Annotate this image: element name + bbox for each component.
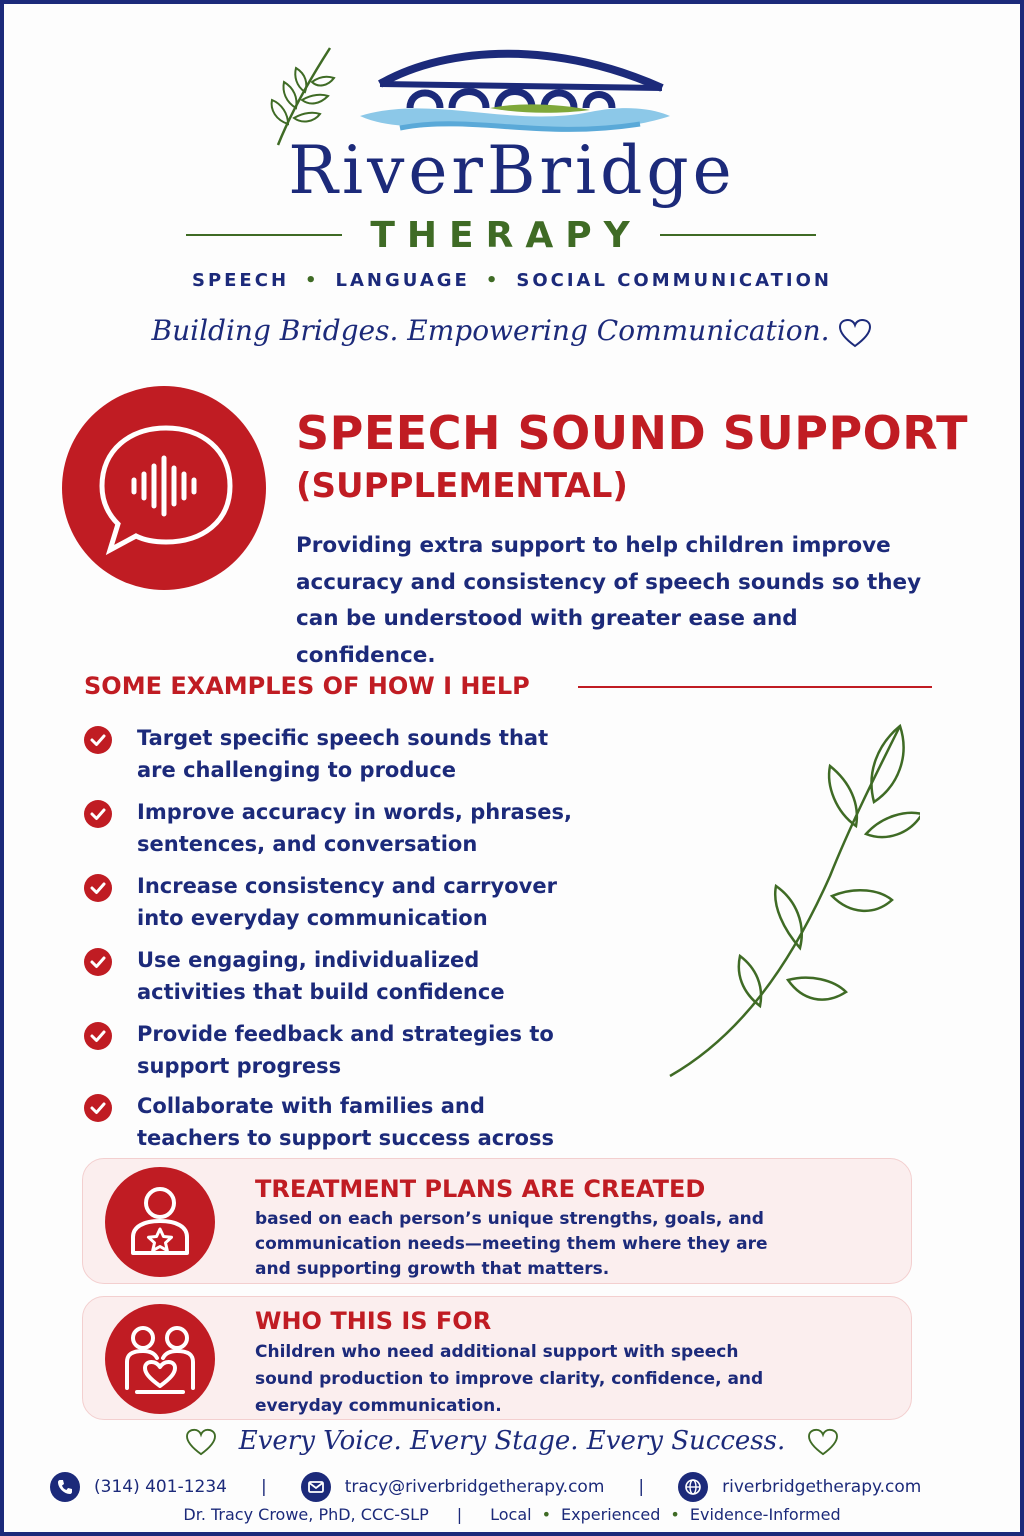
divider-left bbox=[186, 234, 342, 236]
email-icon bbox=[301, 1472, 331, 1502]
olive-branch-icon bbox=[660, 716, 920, 1086]
treatment-plans-card bbox=[82, 1158, 912, 1284]
card-body: Children who need additional support with speech sound production to improve clarity, confidence, and everyday communication. bbox=[255, 1342, 764, 1416]
credentials-line bbox=[0, 1505, 1024, 1524]
card-title: WHO THIS IS FOR bbox=[255, 1307, 492, 1335]
list-item-text: Collaborate with families and teachers to support success across bbox=[137, 1094, 554, 1150]
list-item bbox=[84, 1018, 584, 1082]
service-social: SOCIAL COMMUNICATION bbox=[516, 270, 832, 291]
list-item-text: Target specific speech sounds that are challenging to produce bbox=[137, 726, 549, 782]
separator: | bbox=[260, 1477, 267, 1497]
who-this-is-for-card bbox=[82, 1296, 912, 1420]
tagline-text: Building Bridges. Empowering Communication. bbox=[151, 314, 830, 347]
family-heart-icon bbox=[105, 1304, 215, 1414]
heart-icon bbox=[807, 1428, 839, 1456]
list-item-text: Use engaging, individualized activities that build confidence bbox=[137, 948, 505, 1004]
service-subtitle: (SUPPLEMENTAL) bbox=[296, 466, 628, 506]
speech-bubble-soundwave-icon bbox=[62, 386, 266, 590]
check-icon bbox=[84, 1022, 112, 1050]
quality-local: Local bbox=[490, 1505, 532, 1524]
heart-icon bbox=[838, 318, 872, 348]
check-icon bbox=[84, 726, 112, 754]
website-link[interactable]: riverbridgetherapy.com bbox=[722, 1477, 922, 1497]
heart-icon bbox=[185, 1428, 217, 1456]
bullet-dot: • bbox=[541, 1505, 552, 1524]
service-description: Providing extra support to help children improve accuracy and consistency of speech sounds so they can be understood with greater ease and confidence. bbox=[296, 533, 922, 668]
brand-sub: THERAPY bbox=[370, 214, 642, 256]
bullet-dot: • bbox=[485, 270, 501, 291]
examples-heading: SOME EXAMPLES OF HOW I HELP bbox=[84, 672, 530, 700]
brand-tagline bbox=[0, 314, 1024, 348]
brand-name: RiverBridge bbox=[288, 132, 736, 209]
list-item bbox=[84, 722, 584, 786]
examples-list bbox=[84, 722, 584, 1186]
brand-sub-row bbox=[186, 210, 816, 260]
quality-evidence: Evidence-Informed bbox=[689, 1505, 841, 1524]
card-body: based on each person’s unique strengths, goals, and communication needs—meeting them where they are and supporting growth that matters. bbox=[255, 1209, 768, 1279]
service-title: SPEECH SOUND SUPPORT bbox=[296, 406, 968, 460]
list-item bbox=[84, 944, 584, 1008]
separator: | bbox=[456, 1505, 463, 1524]
service-speech: SPEECH bbox=[191, 270, 290, 291]
bullet-dot: • bbox=[305, 270, 320, 291]
footer-tagline bbox=[0, 1426, 1024, 1456]
check-icon bbox=[84, 948, 112, 976]
globe-icon bbox=[678, 1472, 708, 1502]
list-item bbox=[84, 870, 584, 934]
email-link[interactable]: tracy@riverbridgetherapy.com bbox=[344, 1477, 605, 1497]
list-item-text: Provide feedback and strategies to support progress bbox=[137, 1022, 554, 1078]
services-line bbox=[0, 270, 1024, 291]
provider-name: Dr. Tracy Crowe, PhD, CCC-SLP bbox=[183, 1505, 429, 1524]
divider-right bbox=[660, 234, 816, 236]
phone-icon bbox=[50, 1472, 80, 1502]
card-title: TREATMENT PLANS ARE CREATED bbox=[255, 1175, 706, 1203]
list-item-text: Improve accuracy in words, phrases, sentences, and conversation bbox=[137, 800, 572, 856]
quality-experienced: Experienced bbox=[561, 1505, 661, 1524]
list-item bbox=[84, 796, 584, 860]
footer-tagline-text: Every Voice. Every Stage. Every Success. bbox=[238, 1426, 786, 1456]
list-item-text: Increase consistency and carryover into everyday communication bbox=[137, 874, 557, 930]
bridge-logo-icon bbox=[340, 44, 680, 140]
examples-divider bbox=[578, 686, 932, 688]
phone-link[interactable]: (314) 401-1234 bbox=[94, 1477, 227, 1497]
contact-row bbox=[50, 1470, 974, 1504]
service-language: LANGUAGE bbox=[335, 270, 470, 291]
separator: | bbox=[638, 1477, 645, 1497]
person-star-icon bbox=[105, 1167, 215, 1277]
check-icon bbox=[84, 800, 112, 828]
check-icon bbox=[84, 1094, 112, 1122]
bullet-dot: • bbox=[670, 1505, 680, 1524]
check-icon bbox=[84, 874, 112, 902]
